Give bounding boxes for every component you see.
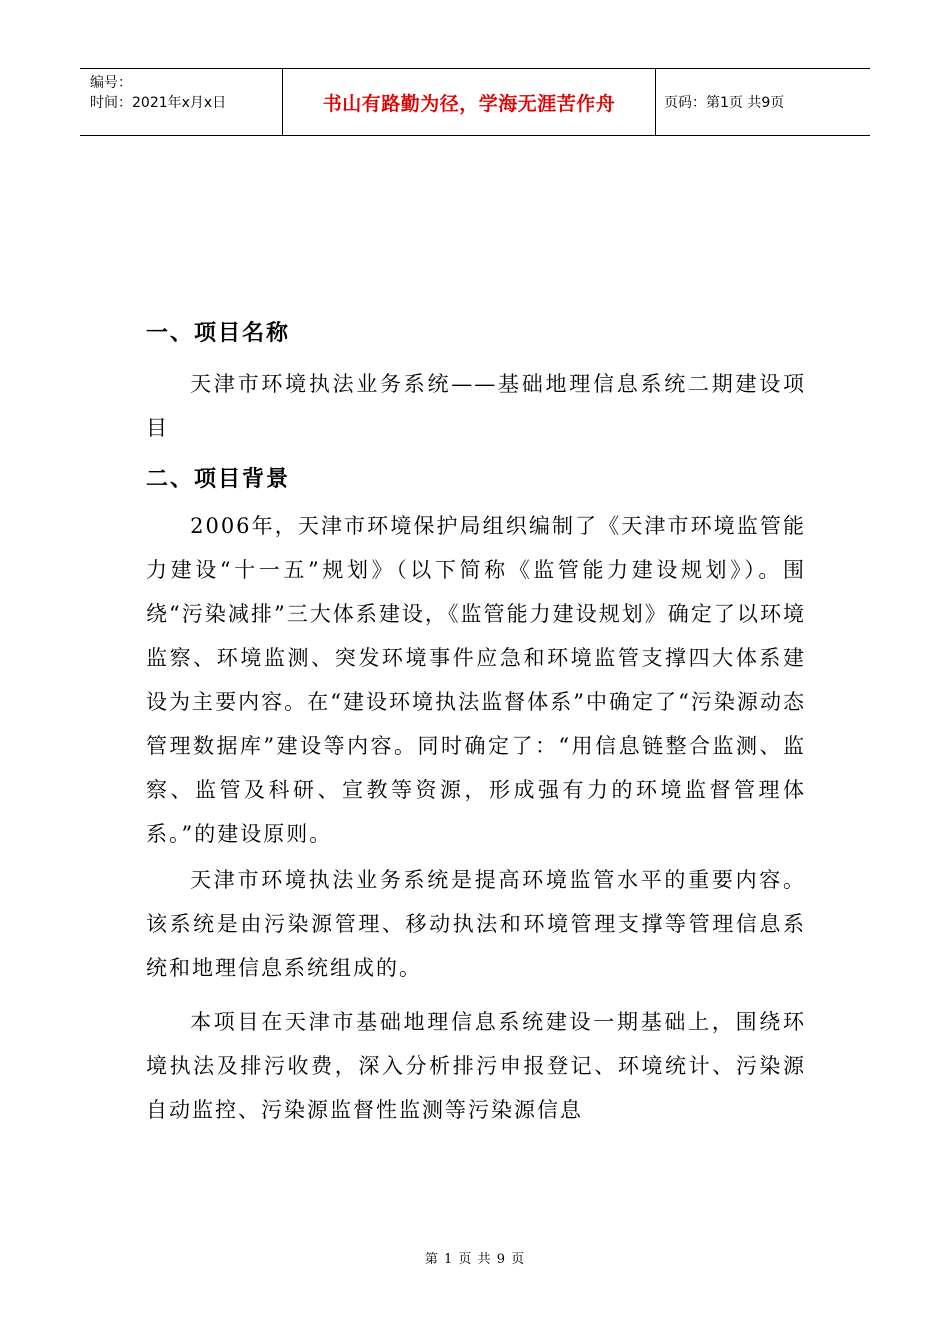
section-paragraph: 天津市环境执法业务系统——基础地理信息系统二期建设项目 bbox=[146, 372, 806, 440]
section-heading: 二、项目背景 bbox=[146, 467, 291, 492]
header-motto: 书山有路勤为径，学海无涯苦作舟 bbox=[282, 69, 656, 135]
page-footer: 第 1 页 共 9 页 bbox=[424, 1252, 526, 1267]
number-label: 编号： bbox=[90, 75, 132, 91]
section-paragraph: 本项目在天津市基础地理信息系统建设一期基础上，围绕环境执法及排污收费，深入分析排污申报登记、环境统计、污染源自动监控、污染源监督性监测等污染源信息 bbox=[146, 1010, 806, 1122]
document-body bbox=[146, 312, 806, 1132]
section-paragraph: 天津市环境执法业务系统是提高环境监管水平的重要内容。该系统是由污染源管理、移动执法和环境管理支撑等管理信息系统和地理信息系统组成的。 bbox=[146, 868, 806, 980]
document-header bbox=[80, 68, 870, 136]
header-meta bbox=[80, 69, 282, 135]
header-page-info: 页码：第1页 共9页 bbox=[664, 95, 785, 111]
section-heading: 一、项目名称 bbox=[146, 321, 291, 346]
section-paragraph: 2006年，天津市环境保护局组织编制了《天津市环境监管能力建设“十一五”规划》（以下简称《监管能力建设规划》）。围绕“污染减排”三大体系建设，《监管能力建设规划》确定了以环境监察、环境监测、突发环境事件应急和环境监管支撑四大体系建设为主要内容。在“建设环境执法监督体系”中确定了“污染源动态管理数据库”建设等内容。同时确定了：“用信息链整合监测、监察、监管及科研、宣教等资源，形成强有力的环境监督管理体系。”的建设原则。 bbox=[146, 514, 806, 846]
time-label: 时间：2021年x月x日 bbox=[90, 95, 227, 111]
